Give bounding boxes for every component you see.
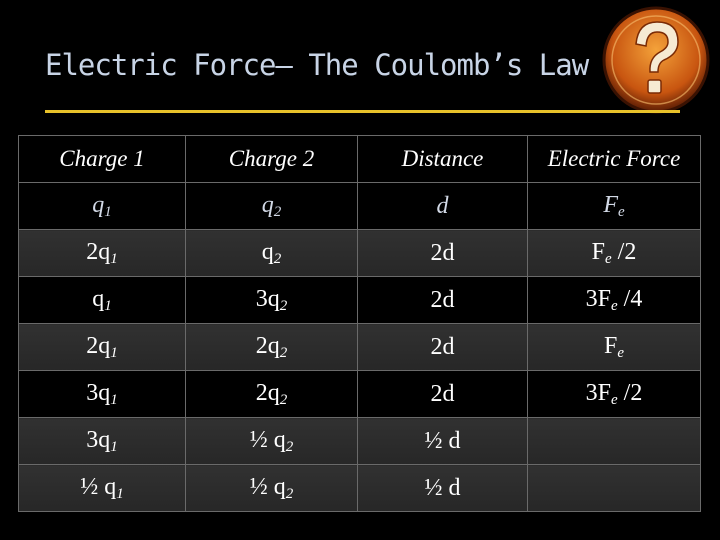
- table-row: [19, 371, 701, 418]
- header-electric-force: Electric Force: [528, 136, 701, 183]
- cell-value: 2d: [430, 239, 455, 266]
- cell-value: 3q: [86, 426, 111, 453]
- cell-value: d: [436, 192, 449, 219]
- cell-charge-2: [186, 230, 358, 277]
- cell-charge-2: [186, 324, 358, 371]
- cell-subscript: 1: [110, 391, 118, 408]
- cell-value: 2q: [255, 379, 280, 406]
- cell-charge-2: [186, 277, 358, 324]
- cell-value: F: [603, 332, 618, 359]
- cell-electric-force: [528, 324, 701, 371]
- cell-distance: [358, 371, 528, 418]
- cell-value: 2q: [255, 332, 280, 359]
- cell-value: 2q: [86, 238, 111, 265]
- cell-value: 3F: [585, 379, 611, 406]
- cell-charge-1: [19, 371, 186, 418]
- cell-charge-2: [186, 183, 358, 230]
- cell-subscript: 2: [273, 250, 282, 267]
- cell-charge-2: [186, 465, 358, 512]
- table-row: [19, 418, 701, 465]
- cell-suffix: /2: [617, 379, 643, 406]
- cell-value: ½ d: [424, 427, 461, 454]
- header-charge-2: Charge 2: [186, 136, 358, 183]
- cell-value: 2d: [430, 380, 455, 407]
- cell-subscript: e: [611, 297, 618, 314]
- cell-electric-force: [528, 277, 701, 324]
- cell-value: q: [261, 238, 274, 265]
- cell-subscript: 1: [110, 344, 118, 361]
- cell-distance: [358, 230, 528, 277]
- cell-subscript: 2: [279, 391, 288, 408]
- cell-subscript: e: [611, 391, 618, 408]
- cell-value: 3q: [86, 379, 111, 406]
- cell-value: ½ q: [249, 426, 286, 453]
- cell-subscript: 2: [279, 297, 288, 314]
- cell-value: q: [261, 191, 274, 218]
- table-row: [19, 183, 701, 230]
- cell-subscript: 2: [279, 344, 288, 361]
- cell-charge-1: [19, 230, 186, 277]
- cell-subscript: 1: [116, 485, 124, 502]
- cell-electric-force: [528, 183, 701, 230]
- cell-distance: [358, 418, 528, 465]
- cell-suffix: /4: [617, 285, 643, 312]
- cell-value: F: [591, 238, 605, 265]
- cell-charge-1: [19, 418, 186, 465]
- cell-distance: [358, 465, 528, 512]
- cell-subscript: 1: [104, 297, 112, 314]
- coulomb-table: [18, 135, 701, 512]
- cell-subscript: 1: [104, 203, 112, 220]
- table-row: [19, 324, 701, 371]
- cell-charge-1: [19, 465, 186, 512]
- table-row: [19, 465, 701, 512]
- cell-electric-force: [528, 418, 701, 465]
- cell-value: 3q: [255, 285, 280, 312]
- cell-subscript: e: [605, 250, 612, 267]
- cell-charge-2: [186, 418, 358, 465]
- question-mark-icon: [600, 4, 712, 116]
- cell-value: q: [92, 285, 105, 312]
- cell-value: 2d: [430, 286, 455, 313]
- cell-charge-1: [19, 324, 186, 371]
- cell-subscript: 2: [285, 485, 294, 502]
- cell-electric-force: [528, 371, 701, 418]
- header-distance: Distance: [358, 136, 528, 183]
- cell-suffix: /2: [611, 238, 637, 265]
- cell-subscript: e: [617, 344, 625, 361]
- cell-value: ½ q: [80, 473, 117, 500]
- table-row: [19, 230, 701, 277]
- cell-electric-force: [528, 230, 701, 277]
- cell-value: ½ q: [249, 473, 286, 500]
- cell-value: ½ d: [424, 474, 461, 501]
- cell-subscript: 1: [110, 250, 118, 267]
- table-header-row: [19, 136, 701, 183]
- cell-subscript: 2: [285, 438, 294, 455]
- cell-distance: [358, 277, 528, 324]
- cell-charge-2: [186, 371, 358, 418]
- title-underline: [45, 110, 680, 113]
- cell-distance: [358, 324, 528, 371]
- header-charge-1: Charge 1: [19, 136, 186, 183]
- cell-electric-force: [528, 465, 701, 512]
- cell-value: F: [603, 191, 618, 218]
- table-row: [19, 277, 701, 324]
- cell-subscript: 1: [110, 438, 118, 455]
- cell-charge-1: [19, 183, 186, 230]
- cell-charge-1: [19, 277, 186, 324]
- cell-value: 3F: [585, 285, 611, 312]
- cell-subscript: 2: [273, 203, 282, 220]
- cell-distance: [358, 183, 528, 230]
- cell-value: 2q: [86, 332, 111, 359]
- cell-value: 2d: [430, 333, 455, 360]
- cell-subscript: e: [618, 203, 625, 220]
- cell-value: q: [92, 191, 105, 218]
- slide-title: Electric Force— The Coulomb’s Law: [45, 48, 589, 82]
